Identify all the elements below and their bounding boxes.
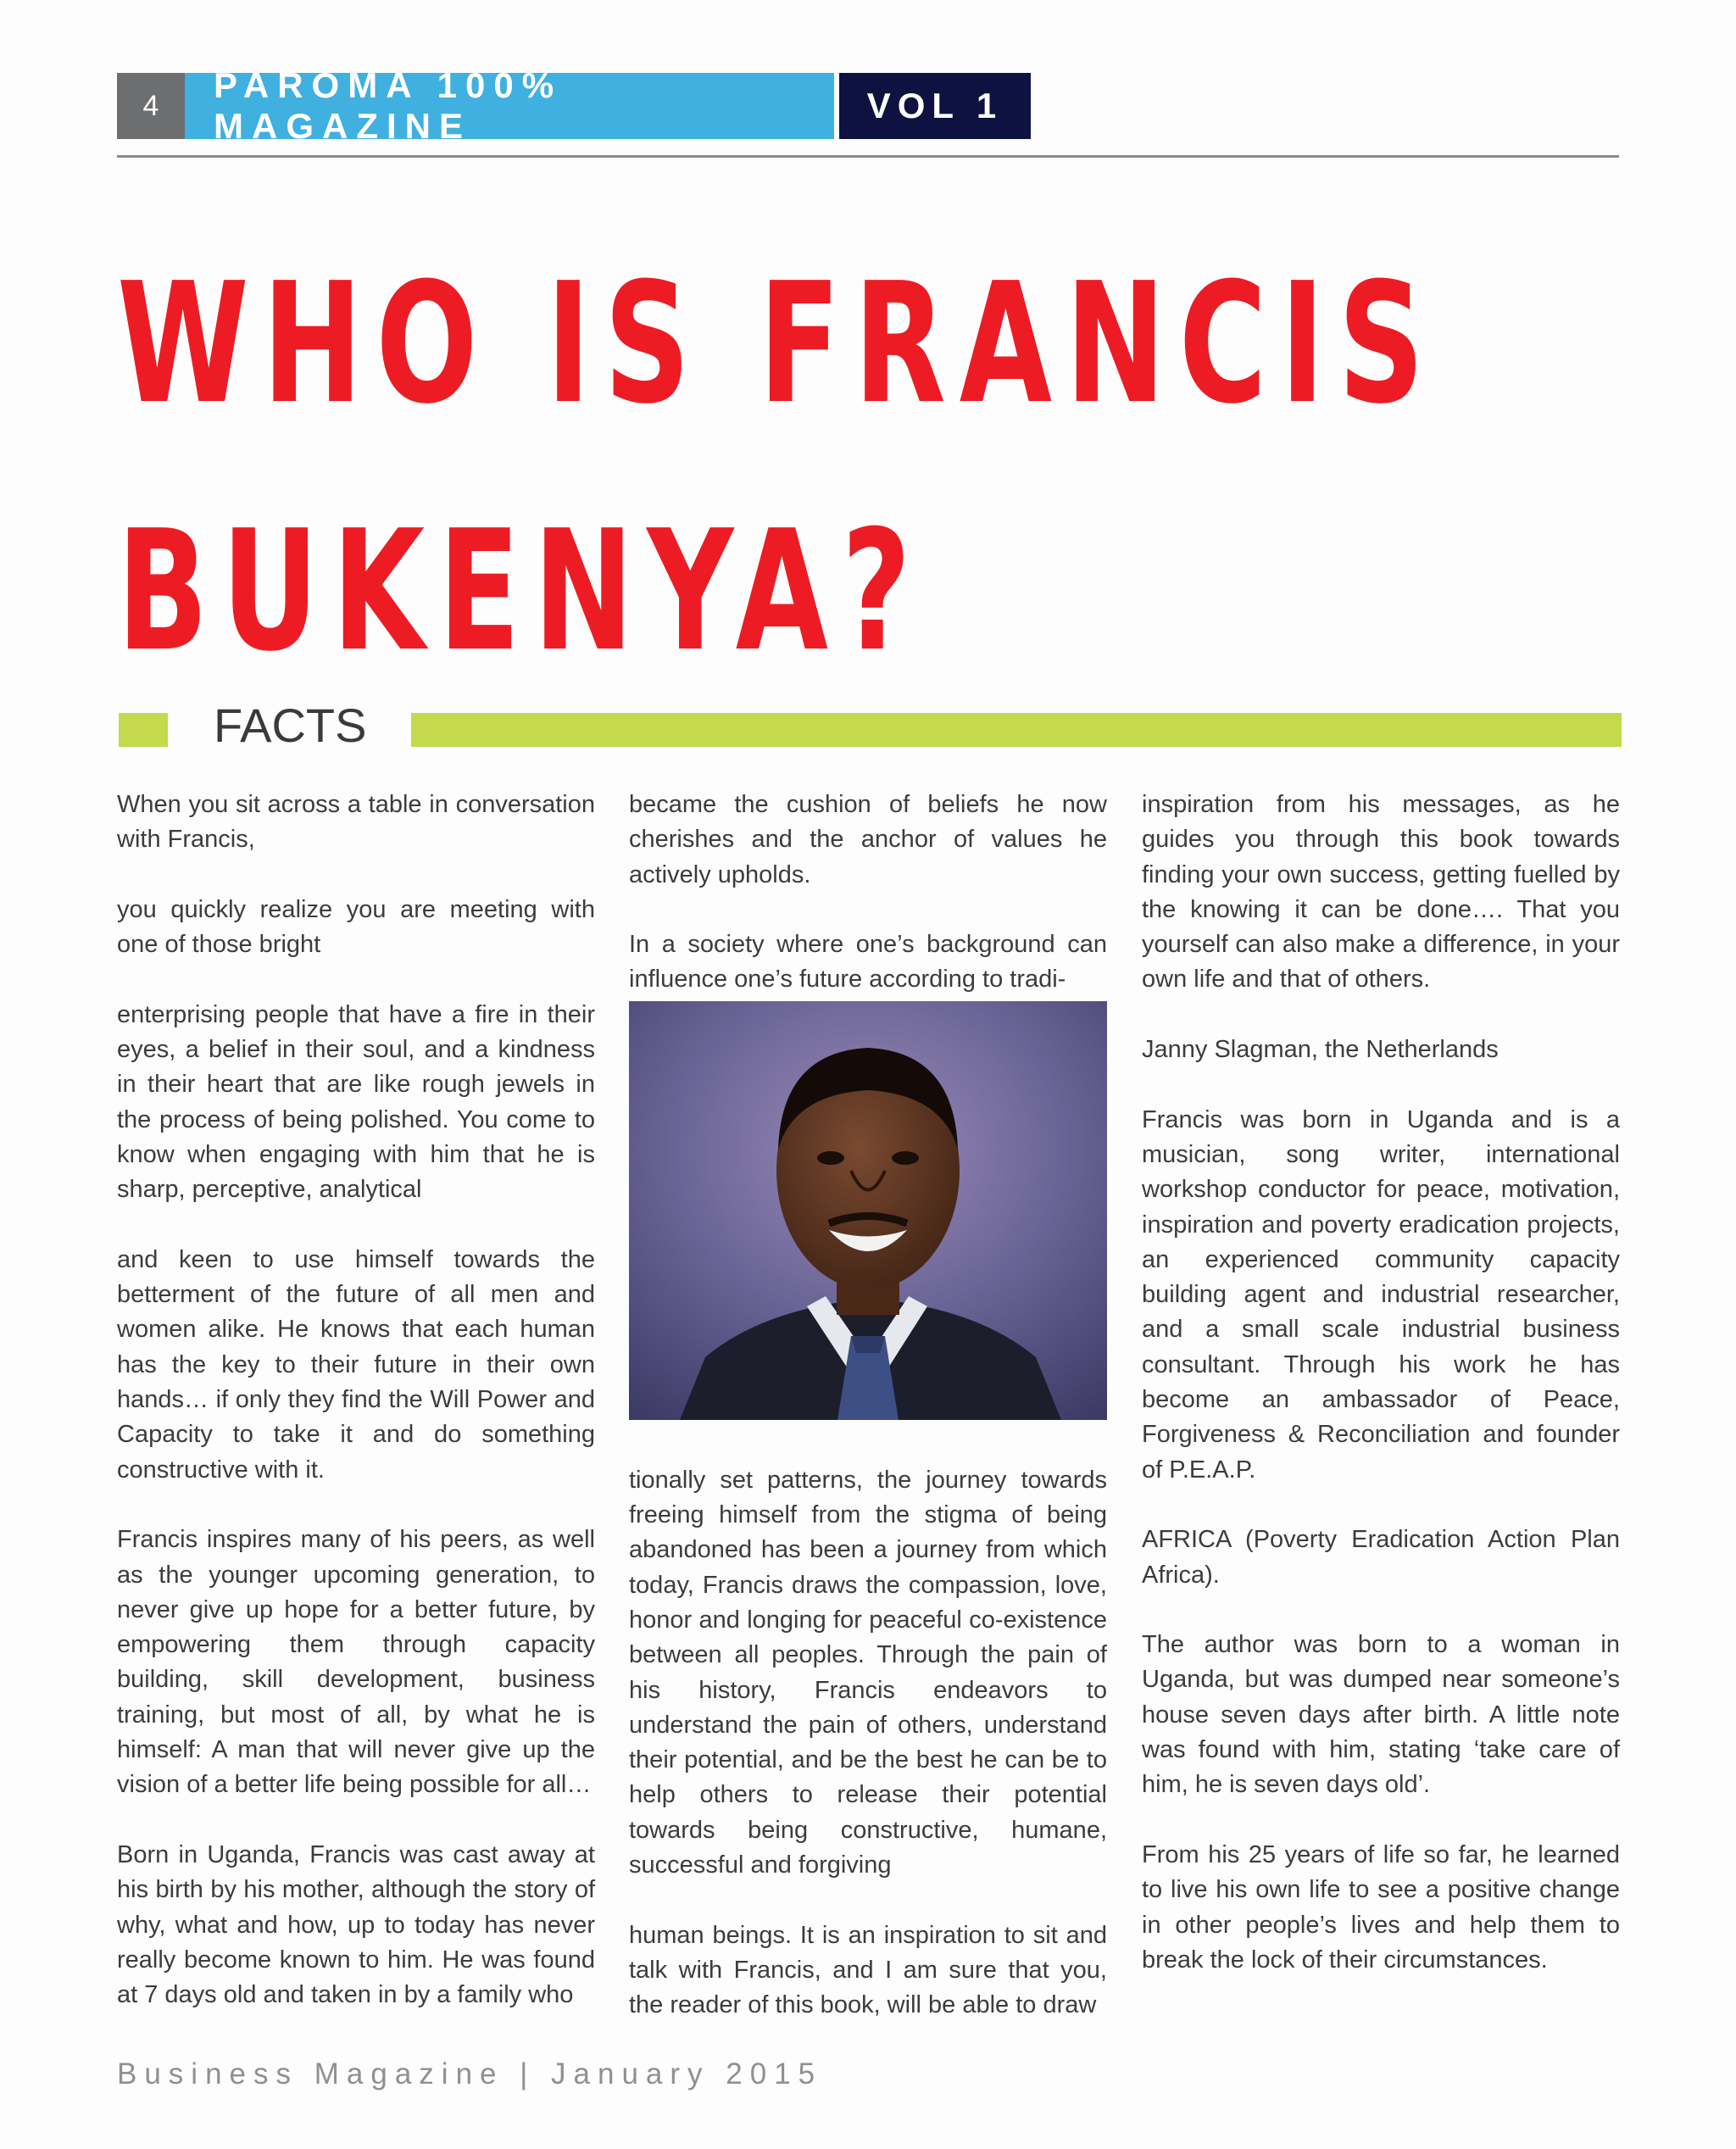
volume-label: VOL 1 (839, 73, 1031, 139)
paragraph: In a society where one’s background can influence one’s future according to tradi- (629, 931, 1107, 994)
paragraph: Born in Uganda, Francis was cast away at his birth by his mother, although the story of why, what and how, up to today has never really become known to him. He was found at 7 days old and taken in by a family who (117, 1840, 595, 2009)
paragraph: enterprising people that have a fire in their eyes, a belief in their soul, and a kindness in their heart that are like rough jewels in the process of being polished. You come to know when engaging with him that he is sharp, perceptive, analytical (117, 1000, 595, 1204)
paragraph: tionally set patterns, the journey towards freeing himself from the stigma of being abandoned has been a journey from which today, Francis draws the compassion, love, honor and longing for peaceful co-existence between all peoples. Through the pain of his history, Francis endeavors to understand the pain of others, understand their potential, and be the best he can be to help others to release their potential towards being constructive, humane, successful and forgiving (629, 1466, 1107, 1879)
section-bar (411, 713, 1622, 747)
page-title-line-1: WHO IS FRANCIS (117, 248, 1438, 441)
article-column-2 (629, 788, 1107, 2024)
section-marker (119, 713, 168, 747)
paragraph: human beings. It is an inspiration to sit and talk with Francis, and I am sure that you, the reader of this book, will be able to draw (629, 1921, 1107, 2019)
portrait-photo (629, 1001, 1107, 1420)
paragraph: The author was born to a woman in Uganda, but was dumped near someone’s house seven days after birth. A little note was found with him, stating ‘take care of him, he is seven days old’. (1142, 1631, 1620, 1799)
paragraph: When you sit across a table in conversation with Francis, (117, 791, 595, 854)
paragraph: inspiration from his messages, as he guides you through this book towards finding your own success, getting fuelled by the knowing it can be done…. That you yourself can also make a difference, in your own life and that of others. (1142, 791, 1620, 994)
article-column-3 (1142, 788, 1620, 1978)
paragraph: Francis inspires many of his peers, as well as the younger upcoming generation, to never give up hope for a better future, by empowering them through capacity building, skill development, business training, but most of all, by what he is himself: A man that will never give up the vision of a better life being possible for all… (117, 1526, 595, 1799)
paragraph: AFRICA (Poverty Eradication Action Plan Africa). (1142, 1526, 1620, 1589)
paragraph: From his 25 years of life so far, he learned to live his own life to see a positive change in other people’s lives and help them to break the lock of their circumstances. (1142, 1840, 1620, 1974)
paragraph: you quickly realize you are meeting with one of those bright (117, 895, 595, 959)
header-rule (117, 155, 1619, 158)
section-label: FACTS (214, 699, 367, 752)
magazine-name: PAROMA 100% MAGAZINE (185, 73, 834, 139)
footer-text: Business Magazine | January 2015 (117, 2057, 823, 2091)
attribution: Janny Slagman, the Netherlands (1142, 1036, 1499, 1064)
page-title-line-2: BUKENYA? (117, 495, 925, 688)
paragraph: and keen to use himself towards the betterment of the future of all men and women alike. He knows that each human has the key to their future in their own hands… if only they find the Will Power and Capacity to take it and do something constructive with it. (117, 1245, 595, 1484)
article-column-1 (117, 788, 595, 2013)
page-number: 4 (117, 73, 185, 139)
paragraph: Francis was born in Uganda and is a musician, song writer, international workshop conductor for peace, motivation, inspiration and poverty eradication projects, an experienced community capacity building agent and industrial researcher, and a small scale industrial business consultant. Through his work he has become an ambassador of Peace, Forgiveness & Reconciliation and founder of P.E.A.P. (1142, 1105, 1620, 1484)
paragraph: became the cushion of beliefs he now cherishes and the anchor of values he actively upholds. (629, 791, 1107, 888)
